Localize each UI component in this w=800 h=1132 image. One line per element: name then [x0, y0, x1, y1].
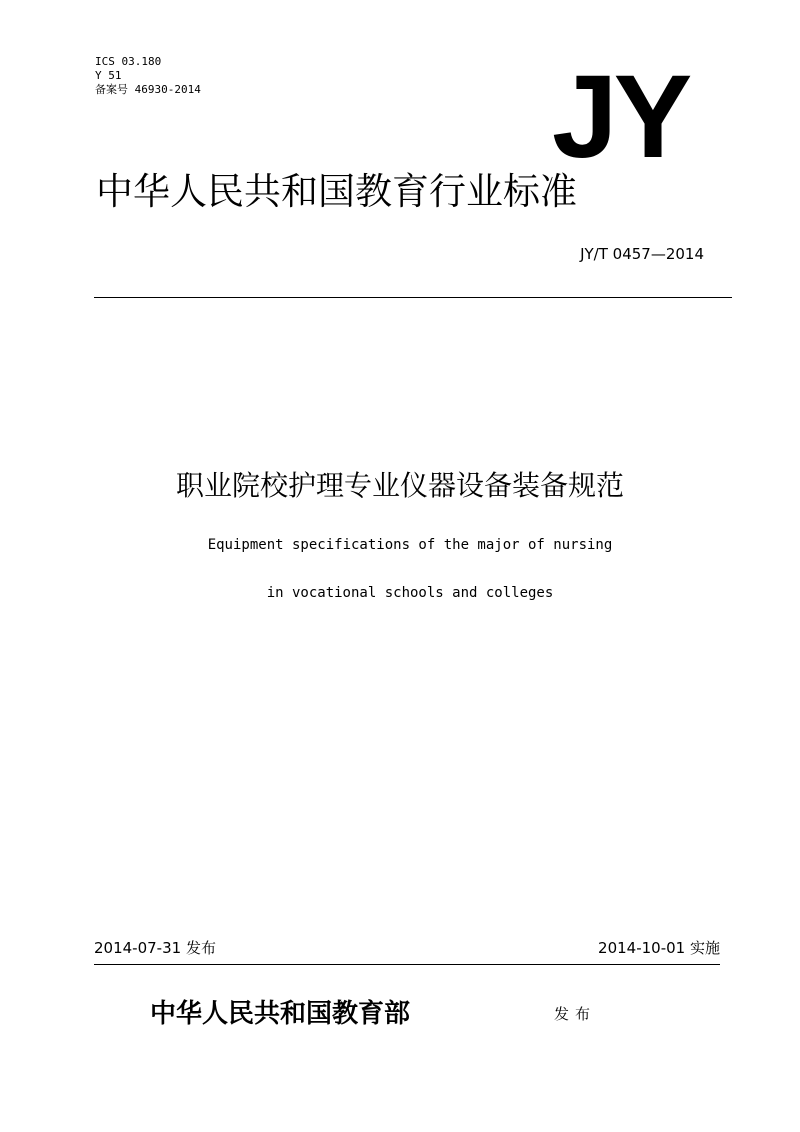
document-title-en-line2: in vocational schools and colleges: [266, 585, 554, 601]
filing-number: 备案号 46930-2014: [95, 83, 201, 96]
standard-category: 中华人民共和国教育行业标准: [96, 170, 577, 213]
standard-number: JY/T 0457—2014: [580, 245, 704, 263]
implementation-date: 2014-10-01 实施: [598, 939, 720, 957]
ccs-code: Y 51: [95, 69, 122, 82]
issuing-authority: 中华人民共和国教育部: [150, 999, 411, 1029]
footer-divider: [94, 964, 720, 965]
document-title-zh: 职业院校护理专业仪器设备装备规范: [175, 469, 624, 502]
header-divider: [94, 297, 732, 298]
release-date: 2014-07-31 发布: [94, 939, 216, 957]
document-title-en-line1: Equipment specifications of the major of nursing: [207, 537, 613, 553]
ics-code: ICS 03.180: [95, 55, 162, 68]
issued-label: 发布: [554, 1005, 597, 1023]
jy-logo: JY: [552, 51, 689, 183]
classification-block: [95, 55, 201, 97]
